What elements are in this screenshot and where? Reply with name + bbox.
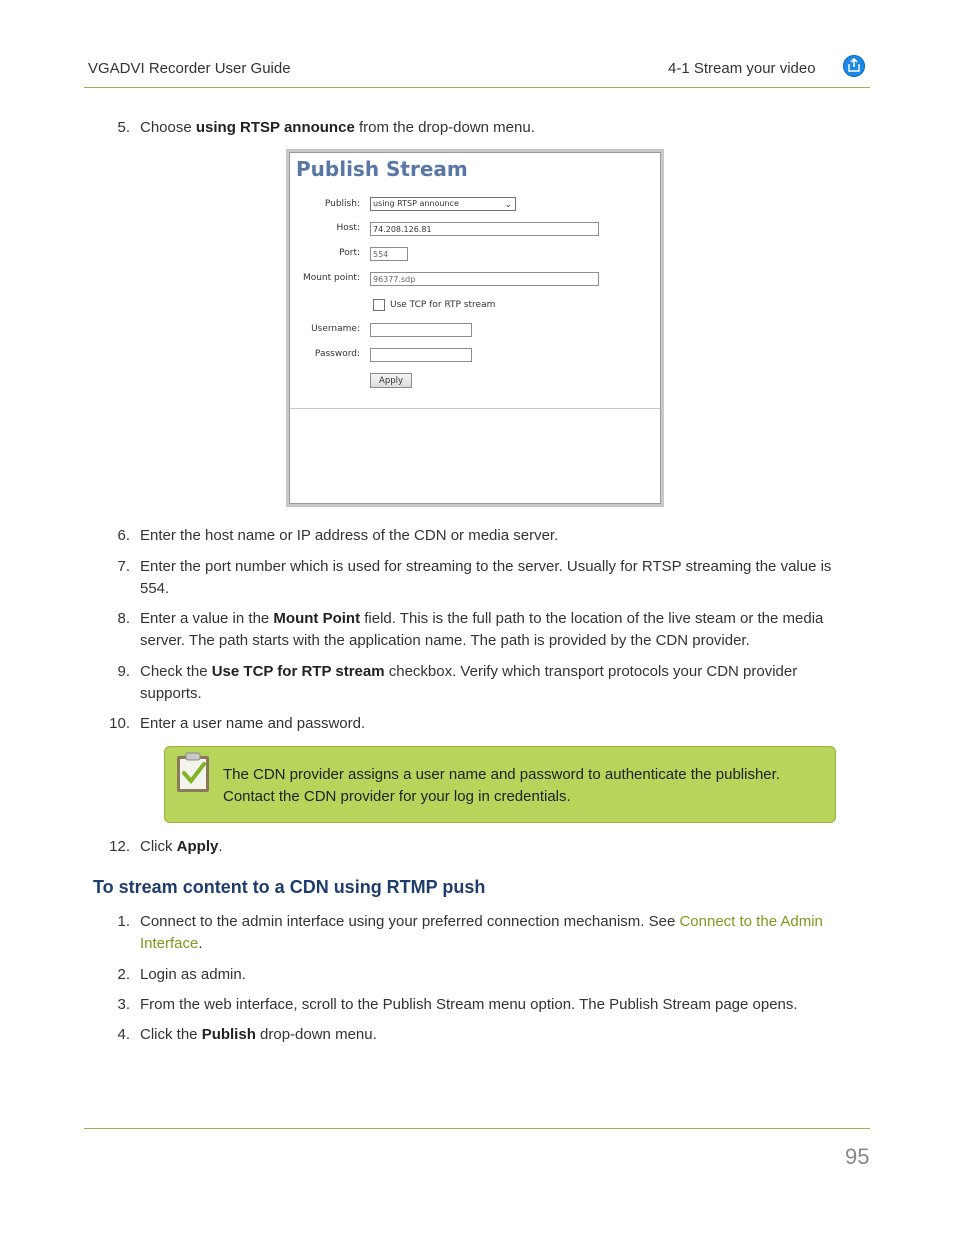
note-callout [164, 746, 836, 823]
port-label: Port: [339, 248, 360, 258]
page-number: 95 [845, 1144, 870, 1169]
step-number: 7. [117, 558, 130, 575]
mount-point-label: Mount point: [302, 273, 360, 283]
step-text: Check the Use TCP for RTP stream checkbox. Verify which transport protocols your CDN provider supports. [140, 663, 798, 702]
step-text: Enter the port number which is used for streaming to the server. Usually for RTSP streaming the value is 554. [140, 558, 832, 597]
chevron-down-icon: ⌄ [504, 200, 512, 210]
step-number: 3. [117, 996, 130, 1013]
host-label: Host: [336, 223, 360, 233]
step-text: Click the Publish drop-down menu. [140, 1026, 377, 1043]
document-title: VGADVI Recorder User Guide [88, 60, 291, 77]
publish-label: Publish: [324, 199, 360, 209]
step-number: 12. [109, 838, 130, 855]
step-number: 5. [117, 119, 130, 136]
step-text: Choose using RTSP announce from the drop-down menu. [140, 119, 535, 136]
step-number: 6. [117, 527, 130, 544]
share-icon[interactable] [843, 55, 865, 77]
step-number: 4. [117, 1026, 130, 1043]
step-text: Connect to the admin interface using your preferred connection mechanism. See Connect to the Admin Interface. [140, 913, 823, 952]
mount-point-field[interactable]: 96377.sdp [370, 272, 599, 286]
username-field[interactable] [370, 323, 472, 337]
tcp-checkbox-label: Use TCP for RTP stream [390, 300, 496, 310]
clipboard-check-icon [175, 751, 211, 793]
step-text: Click Apply. [140, 838, 223, 855]
footer-rule [84, 1128, 870, 1129]
step-number: 1. [117, 913, 130, 930]
tcp-checkbox[interactable] [373, 299, 385, 311]
step-number: 2. [117, 966, 130, 983]
step-number: 8. [117, 610, 130, 627]
section-title: 4-1 Stream your video [668, 60, 816, 77]
publish-stream-screenshot [286, 149, 664, 507]
form-title: Publish Stream [296, 157, 468, 181]
port-field[interactable]: 554 [370, 247, 408, 261]
header-rule [84, 87, 870, 88]
section-heading: To stream content to a CDN using RTMP push [93, 877, 486, 897]
note-text: The CDN provider assigns a user name and password to authenticate the publisher. Contact the CDN provider for your log in credentials. [223, 766, 780, 805]
step-text: Login as admin. [140, 966, 246, 983]
publish-select[interactable]: using RTSP announce ⌄ [370, 197, 516, 211]
step-text: From the web interface, scroll to the Publish Stream menu option. The Publish Stream page opens. [140, 996, 798, 1013]
username-label: Username: [311, 324, 360, 334]
admin-interface-link[interactable]: Connect to the Admin Interface [140, 913, 823, 952]
form-divider [290, 408, 660, 409]
step-text: Enter the host name or IP address of the CDN or media server. [140, 527, 559, 544]
step-number: 10. [109, 715, 130, 732]
step-text: Enter a user name and password. [140, 715, 366, 732]
step-number: 9. [117, 663, 130, 680]
step-text: Enter a value in the Mount Point field. This is the full path to the location of the live steam or the media server. The path starts with the application name. The path is provided by the CDN provider. [140, 610, 824, 649]
password-label: Password: [314, 349, 360, 359]
host-field[interactable]: 74.208.126.81 [370, 222, 599, 236]
password-field[interactable] [370, 348, 472, 362]
apply-button[interactable]: Apply [370, 373, 412, 388]
